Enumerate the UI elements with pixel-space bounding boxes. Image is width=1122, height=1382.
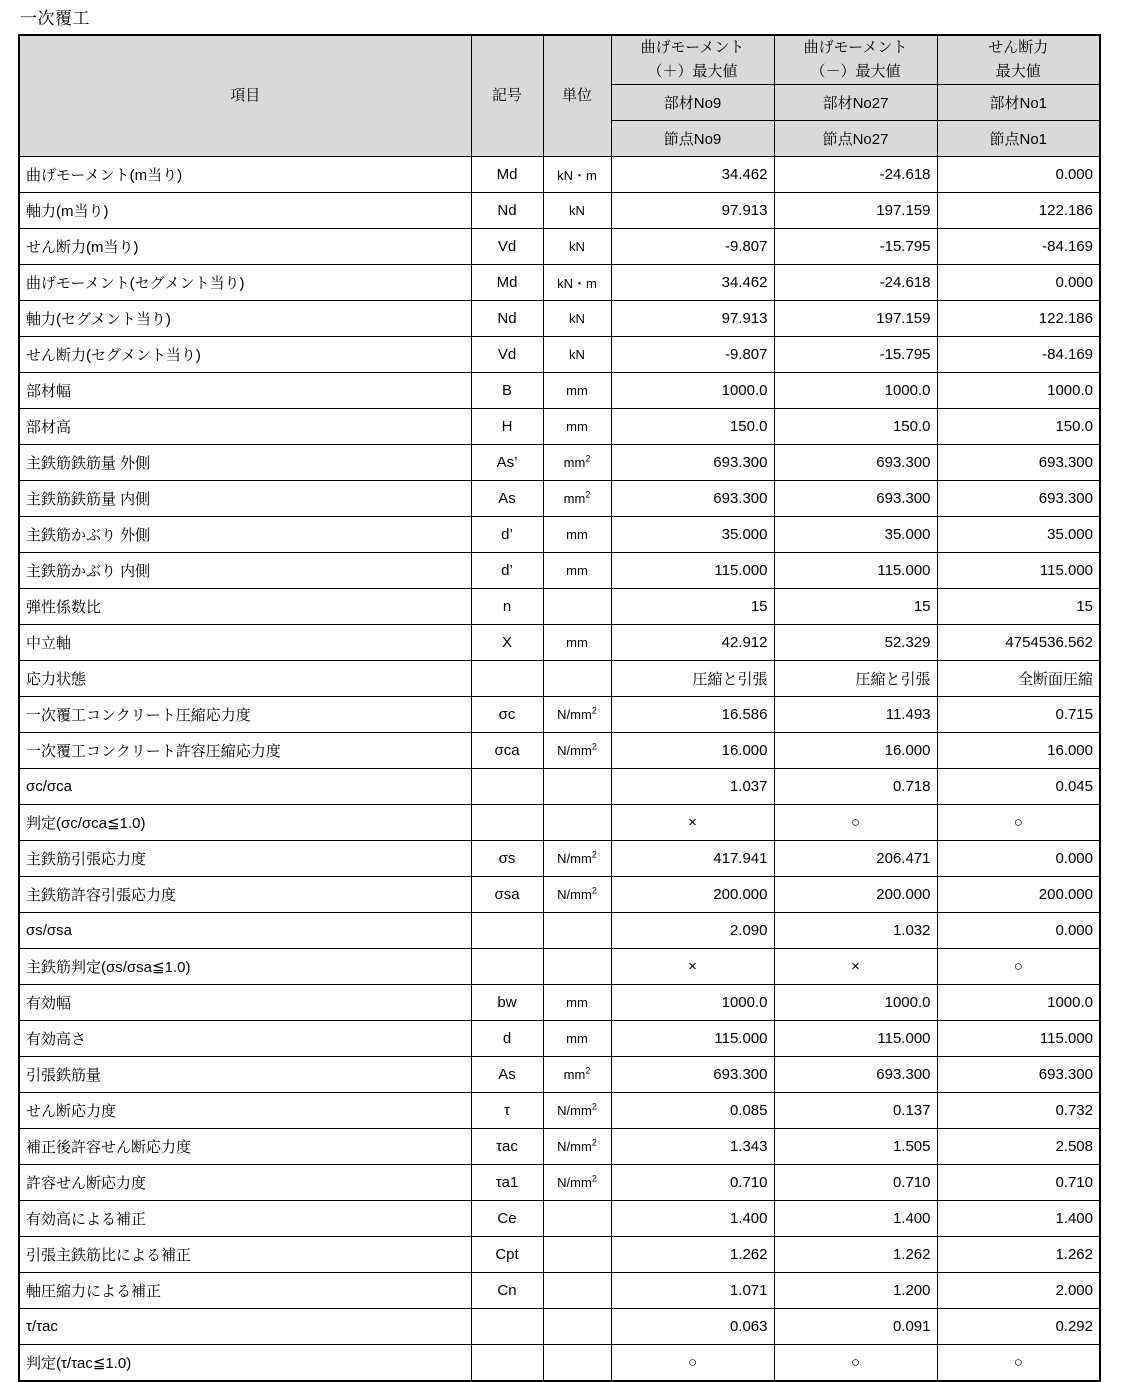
table-row [19,1129,1100,1165]
row-unit [543,1201,611,1237]
row-value-1: × [611,949,774,985]
table-row [19,1057,1100,1093]
row-item-label: σs/σsa [19,913,471,949]
row-item-label: 許容せん断応力度 [19,1165,471,1201]
row-value-1: × [611,805,774,841]
table-row [19,1237,1100,1273]
row-value-2: 200.000 [774,877,937,913]
row-item-label: せん断力(セグメント当り) [19,337,471,373]
row-value-1: 417.941 [611,841,774,877]
row-value-1: -9.807 [611,337,774,373]
table-row [19,769,1100,805]
header-case-3 [937,35,1100,85]
row-unit [543,1345,611,1382]
row-unit: kN・m [543,157,611,193]
row-value-1: 693.300 [611,481,774,517]
row-value-1: 1000.0 [611,985,774,1021]
row-unit: mm [543,625,611,661]
row-unit: mm [543,409,611,445]
row-symbol: σc [471,697,543,733]
row-value-2: 0.710 [774,1165,937,1201]
row-value-2: 0.718 [774,769,937,805]
row-value-1: 圧縮と引張 [611,661,774,697]
row-unit [543,1237,611,1273]
table-row [19,229,1100,265]
row-value-2: 11.493 [774,697,937,733]
row-value-1: 150.0 [611,409,774,445]
header-unit: 単位 [543,35,611,157]
row-symbol: d’ [471,517,543,553]
row-unit: mm [543,517,611,553]
row-item-label: 一次覆工コンクリート許容圧縮応力度 [19,733,471,769]
row-unit: $mm^2$ [543,481,611,517]
row-value-1: 97.913 [611,301,774,337]
row-value-2: 115.000 [774,553,937,589]
row-value-2: 1000.0 [774,373,937,409]
row-item-label: 主鉄筋かぶり 外側 [19,517,471,553]
row-symbol: B [471,373,543,409]
row-symbol: σsa [471,877,543,913]
table-row [19,1093,1100,1129]
row-value-2: 197.159 [774,301,937,337]
row-unit: mm [543,1021,611,1057]
row-unit: kN [543,301,611,337]
row-symbol [471,949,543,985]
table-row [19,445,1100,481]
row-symbol: As [471,481,543,517]
row-value-3: 2.508 [937,1129,1100,1165]
row-unit: kN [543,229,611,265]
table-row [19,157,1100,193]
header-item: 項目 [19,35,471,157]
row-item-label: 主鉄筋鉄筋量 外側 [19,445,471,481]
row-item-label: 一次覆工コンクリート圧縮応力度 [19,697,471,733]
row-unit: $mm^2$ [543,445,611,481]
row-item-label: せん断応力度 [19,1093,471,1129]
row-item-label: 有効幅 [19,985,471,1021]
header-case-1-line2: （＋）最大値 [647,63,738,80]
row-symbol: Vd [471,337,543,373]
row-value-3: 122.186 [937,193,1100,229]
row-value-2: 16.000 [774,733,937,769]
row-value-1: 200.000 [611,877,774,913]
row-value-3: 693.300 [937,481,1100,517]
table-header [19,35,1100,157]
row-value-2: 1.032 [774,913,937,949]
row-value-2: -24.618 [774,157,937,193]
table-row [19,589,1100,625]
row-value-3: ○ [937,805,1100,841]
table-row [19,1021,1100,1057]
row-item-label: 軸力(m当り) [19,193,471,229]
row-item-label: せん断力(m当り) [19,229,471,265]
row-item-label: 曲げモーメント(m当り) [19,157,471,193]
row-value-3: 全断面圧縮 [937,661,1100,697]
row-unit [543,805,611,841]
results-table [18,34,1101,1382]
row-value-1: 1.343 [611,1129,774,1165]
row-unit: $N/mm^2$ [543,877,611,913]
row-value-3: ○ [937,1345,1100,1382]
row-value-1: 42.912 [611,625,774,661]
table-row [19,625,1100,661]
table-row [19,985,1100,1021]
row-value-2: 1.200 [774,1273,937,1309]
row-value-2: 206.471 [774,841,937,877]
row-value-3: 115.000 [937,1021,1100,1057]
row-item-label: 引張鉄筋量 [19,1057,471,1093]
row-symbol: n [471,589,543,625]
header-case-1-line1: 曲げモーメント [640,39,745,56]
row-unit [543,661,611,697]
row-value-2: ○ [774,1345,937,1382]
row-unit [543,769,611,805]
row-unit: $N/mm^2$ [543,1129,611,1165]
row-item-label: 弾性係数比 [19,589,471,625]
row-value-3: 1000.0 [937,373,1100,409]
row-value-3: 200.000 [937,877,1100,913]
row-value-2: 115.000 [774,1021,937,1057]
row-value-3: 0.000 [937,157,1100,193]
row-value-3: ○ [937,949,1100,985]
row-item-label: 主鉄筋かぶり 内側 [19,553,471,589]
table-body [19,157,1100,1382]
header-case-2-line1: 曲げモーメント [803,39,908,56]
row-value-3: 0.000 [937,913,1100,949]
row-item-label: 主鉄筋引張応力度 [19,841,471,877]
row-item-label: τ/τac [19,1309,471,1345]
row-item-label: 軸圧縮力による補正 [19,1273,471,1309]
row-unit: $N/mm^2$ [543,1165,611,1201]
page-title: 一次覆工 [20,9,90,28]
table-row [19,409,1100,445]
row-value-1: 97.913 [611,193,774,229]
row-symbol: d [471,1021,543,1057]
row-symbol: Ce [471,1201,543,1237]
row-symbol: Cpt [471,1237,543,1273]
row-item-label: 部材高 [19,409,471,445]
row-value-1: 1.262 [611,1237,774,1273]
row-item-label: 引張主鉄筋比による補正 [19,1237,471,1273]
row-value-1: 0.710 [611,1165,774,1201]
row-value-2: 1.505 [774,1129,937,1165]
table-row [19,1201,1100,1237]
header-case-3-line2: 最大値 [995,63,1041,80]
table-row [19,481,1100,517]
row-unit: $N/mm^2$ [543,1093,611,1129]
table-row [19,1345,1100,1382]
row-value-1: 1.071 [611,1273,774,1309]
row-unit: $mm^2$ [543,1057,611,1093]
row-value-3: 0.732 [937,1093,1100,1129]
row-value-3: 0.000 [937,841,1100,877]
row-item-label: 応力状態 [19,661,471,697]
row-value-3: 1.400 [937,1201,1100,1237]
row-value-2: 圧縮と引張 [774,661,937,697]
row-item-label: 判定(τ/τac≦1.0) [19,1345,471,1382]
row-value-1: 34.462 [611,157,774,193]
row-value-1: 16.000 [611,733,774,769]
row-symbol: Cn [471,1273,543,1309]
row-value-3: 1000.0 [937,985,1100,1021]
table-row [19,841,1100,877]
row-unit: $N/mm^2$ [543,733,611,769]
row-value-2: 52.329 [774,625,937,661]
row-item-label: 中立軸 [19,625,471,661]
row-item-label: 有効高による補正 [19,1201,471,1237]
table-row [19,697,1100,733]
table-row [19,1309,1100,1345]
row-value-2: -15.795 [774,337,937,373]
row-symbol: σs [471,841,543,877]
header-member-3: 部材No1 [937,85,1100,121]
row-value-1: 693.300 [611,445,774,481]
row-item-label: 補正後許容せん断応力度 [19,1129,471,1165]
row-item-label: 主鉄筋判定(σs/σsa≦1.0) [19,949,471,985]
row-unit [543,913,611,949]
row-item-label: 曲げモーメント(セグメント当り) [19,265,471,301]
row-value-1: 34.462 [611,265,774,301]
row-value-2: 693.300 [774,1057,937,1093]
row-value-3: 0.000 [937,265,1100,301]
row-value-1: -9.807 [611,229,774,265]
row-symbol: Nd [471,301,543,337]
row-symbol [471,1345,543,1382]
row-symbol: τ [471,1093,543,1129]
row-symbol: As’ [471,445,543,481]
row-symbol: bw [471,985,543,1021]
table-row [19,301,1100,337]
row-value-3: 693.300 [937,445,1100,481]
row-unit [543,949,611,985]
row-symbol: Vd [471,229,543,265]
row-unit: mm [543,373,611,409]
row-value-3: 115.000 [937,553,1100,589]
row-value-3: 2.000 [937,1273,1100,1309]
row-unit [543,1273,611,1309]
row-symbol: d’ [471,553,543,589]
row-symbol [471,805,543,841]
table-row [19,913,1100,949]
row-unit: mm [543,985,611,1021]
row-value-1: 35.000 [611,517,774,553]
row-value-2: -15.795 [774,229,937,265]
row-item-label: 主鉄筋許容引張応力度 [19,877,471,913]
row-unit: kN・m [543,265,611,301]
row-value-1: 693.300 [611,1057,774,1093]
header-member-2: 部材No27 [774,85,937,121]
row-symbol: Md [471,265,543,301]
row-value-3: 15 [937,589,1100,625]
row-value-1: 1.037 [611,769,774,805]
row-value-2: -24.618 [774,265,937,301]
row-value-3: 122.186 [937,301,1100,337]
row-value-1: 115.000 [611,1021,774,1057]
row-item-label: 主鉄筋鉄筋量 内側 [19,481,471,517]
row-symbol: Md [471,157,543,193]
row-value-3: -84.169 [937,229,1100,265]
row-value-2: ○ [774,805,937,841]
row-unit [543,589,611,625]
header-member-1: 部材No9 [611,85,774,121]
row-value-3: 4754536.562 [937,625,1100,661]
row-value-2: 35.000 [774,517,937,553]
row-symbol [471,661,543,697]
table-row [19,373,1100,409]
row-value-3: 0.710 [937,1165,1100,1201]
row-value-1: 2.090 [611,913,774,949]
header-case-2 [774,35,937,85]
row-value-3: 0.292 [937,1309,1100,1345]
table-row [19,517,1100,553]
row-symbol: H [471,409,543,445]
header-case-2-line2: （－）最大値 [810,63,901,80]
header-symbol: 記号 [471,35,543,157]
row-value-2: 0.137 [774,1093,937,1129]
row-symbol: τa1 [471,1165,543,1201]
row-item-label: 判定(σc/σca≦1.0) [19,805,471,841]
header-case-3-line1: せん断力 [988,39,1049,56]
row-value-2: 0.091 [774,1309,937,1345]
row-value-1: 0.063 [611,1309,774,1345]
row-symbol: σca [471,733,543,769]
row-symbol [471,913,543,949]
row-value-2: × [774,949,937,985]
table-row [19,553,1100,589]
row-value-1: ○ [611,1345,774,1382]
table-row [19,733,1100,769]
table-row [19,1273,1100,1309]
row-value-1: 1.400 [611,1201,774,1237]
row-value-1: 1000.0 [611,373,774,409]
row-item-label: 軸力(セグメント当り) [19,301,471,337]
row-value-1: 0.085 [611,1093,774,1129]
row-value-3: 0.715 [937,697,1100,733]
row-value-2: 693.300 [774,445,937,481]
row-unit: $N/mm^2$ [543,697,611,733]
row-item-label: 部材幅 [19,373,471,409]
row-unit [543,1309,611,1345]
row-symbol: X [471,625,543,661]
row-value-2: 150.0 [774,409,937,445]
row-value-1: 15 [611,589,774,625]
row-symbol: Nd [471,193,543,229]
row-value-3: 150.0 [937,409,1100,445]
row-value-3: 16.000 [937,733,1100,769]
row-value-2: 1000.0 [774,985,937,1021]
row-value-2: 1.400 [774,1201,937,1237]
row-item-label: 有効高さ [19,1021,471,1057]
row-value-2: 197.159 [774,193,937,229]
row-unit: kN [543,337,611,373]
row-symbol: τac [471,1129,543,1165]
row-value-2: 15 [774,589,937,625]
row-value-1: 16.586 [611,697,774,733]
table-row [19,337,1100,373]
row-unit: mm [543,553,611,589]
table-row [19,949,1100,985]
table-row [19,265,1100,301]
row-value-3: -84.169 [937,337,1100,373]
table-row [19,805,1100,841]
row-value-3: 0.045 [937,769,1100,805]
header-node-3: 節点No1 [937,121,1100,157]
row-value-3: 693.300 [937,1057,1100,1093]
header-node-1: 節点No9 [611,121,774,157]
table-row [19,877,1100,913]
row-value-3: 1.262 [937,1237,1100,1273]
header-case-1 [611,35,774,85]
table-row [19,661,1100,697]
row-symbol: As [471,1057,543,1093]
row-value-2: 693.300 [774,481,937,517]
row-symbol [471,1309,543,1345]
row-value-3: 35.000 [937,517,1100,553]
row-unit: kN [543,193,611,229]
row-item-label: σc/σca [19,769,471,805]
row-value-1: 115.000 [611,553,774,589]
row-unit: $N/mm^2$ [543,841,611,877]
table-row [19,1165,1100,1201]
header-node-2: 節点No27 [774,121,937,157]
row-value-2: 1.262 [774,1237,937,1273]
row-symbol [471,769,543,805]
table-row [19,193,1100,229]
